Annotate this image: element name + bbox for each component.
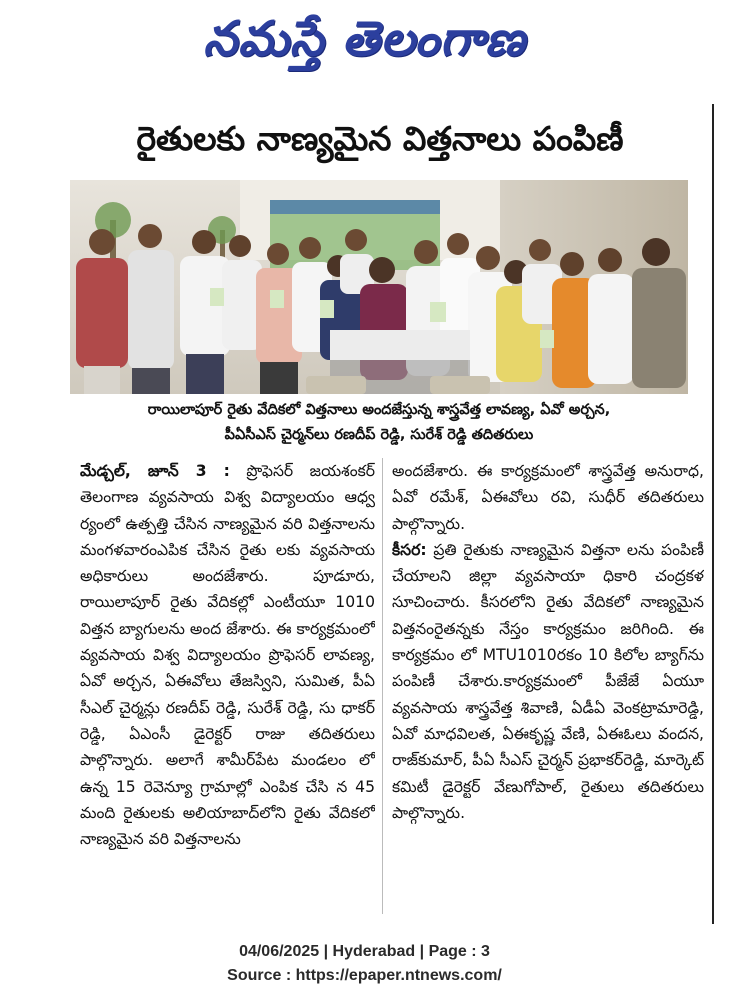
article-column-right xyxy=(392,458,704,918)
dateline: మేడ్చల్, జూన్ 3 : xyxy=(80,462,230,480)
caption-line: రాయిలాపూర్ రైతు వేదికలో విత్తనాలు అందజేస్తున్న శాస్త్రవేత్త లావణ్య, ఏవో అర్చన, xyxy=(147,402,611,418)
dateline: కీసర: xyxy=(392,540,427,559)
photo-caption xyxy=(70,398,688,450)
masthead xyxy=(0,6,729,76)
column-divider xyxy=(382,458,383,914)
article-paragraph: అందజేశారు. ఈ కార్యక్రమంలో శాస్త్రవేత్త అనురాధ, ఏవో రమేశ్, ఏఈవోలు రవి, సుధీర్ తదితరులు పాల్గొన్నారు. xyxy=(392,462,704,533)
article-text: ప్రతి రైతుకు నాణ్యమైన విత్తనా లను పంపిణీ చేయాలని జిల్లా వ్యవసాయా ధికారి చంద్రకళ సూచించారు. కీసరలోని రైతు వేదికలో నాణ్యమైన విత్తనంరైతన్నకు నేస్తం కార్యక్రమం జరిగింది. ఈ కార్యక్రమం లో MTU1010రకం 10 కిలోల బ్యాగ్‌ను పంపిణీ చేశారు.కార్యక్రమంలో పీజేజే ఏయూ వ్యవసాయ శాస్త్రవేత్త శివాణి, ఏడీఏ వెంకట్రామారెడ్డి, ఏవో మాధవిలత, ఏఈకృష్ణ వేణి, ఏఈఓలు వందన, రాజ్‌కుమార్, పీఏ సీఎస్ చైర్మన్ ప్రభాకర్‌రెడ్డి, మార్కెట్ కమిటీ డైరెక్టర్ వేణుగోపాల్, రైతులు తదితరులు పాల్గొన్నారు. xyxy=(392,540,704,822)
group-photo-image xyxy=(70,180,688,394)
footer-date-line: 04/06/2025 | Hyderabad | Page : 3 xyxy=(239,943,490,960)
page-footer xyxy=(0,940,729,988)
article-column-left xyxy=(80,458,375,918)
news-photo xyxy=(70,180,688,394)
newspaper-logo: నమస్తే తెలంగాణ xyxy=(203,11,526,67)
article-text: ప్రొఫెసర్ జయశంకర్ తెలంగాణ వ్యవసాయ విశ్వ విద్యాలయం ఆధ్వ ర్యంలో ఉత్పత్తి చేసిన నాణ్యమైన వరి విత్తనాలను మంగళవారంఎపిక చేసిన రైతు లకు వ్యవసాయ అధికారులు అందజేశారు. పూడూరు, రాయిలాపూర్ రైతు వేదికల్లో ఎంటీయూ 1010 విత్తన బ్యాగులను అంద జేశారు. ఈ కార్యక్రమంలో వ్యవసాయ విశ్వ విద్యాలయం ప్రొఫెసర్ లావణ్య, ఏవో అర్చన, ఏఈవోలు తేజస్విని, సుమిత, పీఏ సీఎల్ చైర్మన్లు రణదీప్ రెడ్డి, సురేశ్ రెడ్డి, సు ధాకర్ రెడ్డి, ఏఎంసీ డైరెక్టర్ రాజు తదితరులు పాల్గొన్నారు. అలాగే శామీర్‌పేట మండలం లో ఉన్న 15 రెవెన్యూ గ్రామాల్లో ఎంపిక చేసి న 45 మంది రైతులకు అలియాబాద్‌లోని రైతు వేదికలో నాణ్యమైన వరి విత్తనాలను xyxy=(80,462,375,849)
article-headline: రైతులకు నాణ్యమైన విత్తనాలు పంపిణీ xyxy=(136,119,624,158)
article-paragraph xyxy=(392,537,704,826)
footer-source-line: Source : https://epaper.ntnews.com/ xyxy=(227,967,502,984)
caption-line: పీఏసీఎస్ చైర్మన్‌లు రణదీప్ రెడ్డి, సురేశ్ రెడ్డి తదితరులు xyxy=(224,427,534,443)
column-rule xyxy=(712,104,714,924)
article-paragraph xyxy=(80,458,375,852)
